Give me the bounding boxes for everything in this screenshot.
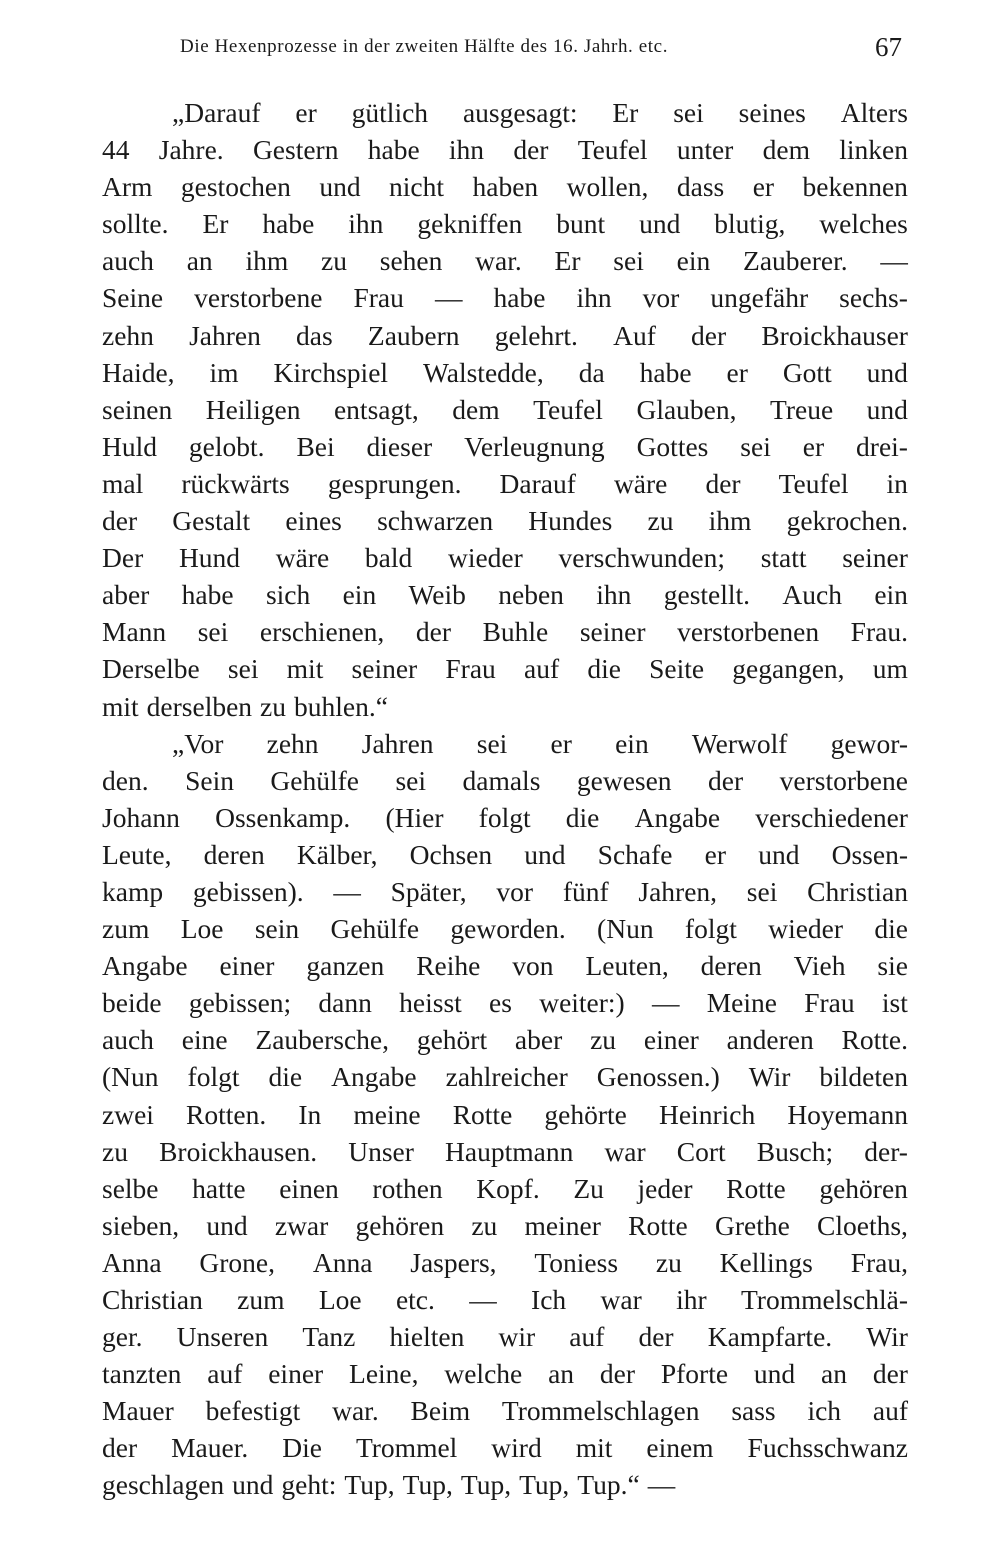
- text-line: „Vor zehn Jahren sei er ein Werwolf gewor-: [172, 727, 908, 759]
- running-title: Die Hexenprozesse in der zweiten Hälfte des 16. Jahrh. etc.: [180, 36, 669, 57]
- text-line: aber habe sich ein Weib neben ihn gestellt. Auch ein: [102, 579, 908, 611]
- text-line: zu Broickhausen. Unser Hauptmann war Cort Busch; der-: [102, 1135, 908, 1167]
- text-line: „Darauf er gütlich ausgesagt: Er sei seines Alters: [172, 97, 908, 128]
- text-line: zehn Jahren das Zaubern gelehrt. Auf der Broickhauser: [102, 319, 908, 351]
- text-line: kamp gebissen). — Später, vor fünf Jahren, sei Christian: [102, 875, 908, 907]
- text-line: beide gebissen; dann heisst es weiter:) — Meine Frau ist: [102, 987, 908, 1019]
- text-line: tanzten auf einer Leine, welche an der Pforte und an der: [102, 1358, 908, 1390]
- text-line: Arm gestochen und nicht haben wollen, dass er bekennen: [102, 171, 908, 203]
- text-line: 44 Jahre. Gestern habe ihn der Teufel unter dem linken: [102, 134, 908, 166]
- text-line: Huld gelobt. Bei dieser Verleugnung Gottes sei er drei-: [102, 430, 908, 462]
- text-line: Derselbe sei mit seiner Frau auf die Seite gegangen, um: [102, 653, 908, 685]
- running-head: [160, 30, 910, 70]
- text-line: Mauer befestigt war. Beim Trommelschlagen sass ich auf: [102, 1395, 908, 1427]
- text-line: Seine verstorbene Frau — habe ihn vor ungefähr sechs-: [102, 282, 908, 314]
- text-line: den. Sein Gehülfe sei damals gewesen der verstorbene: [102, 764, 908, 796]
- text-line: (Nun folgt die Angabe zahlreicher Genossen.) Wir bildeten: [102, 1061, 908, 1093]
- text-line: der Gestalt eines schwarzen Hundes zu ihm gekrochen.: [102, 505, 908, 537]
- page-number: 67: [875, 32, 902, 62]
- text-line: der Mauer. Die Trommel wird mit einem Fuchsschwanz: [102, 1432, 908, 1464]
- text-line: Johann Ossenkamp. (Hier folgt die Angabe verschiedener: [102, 801, 908, 833]
- text-line: Leute, deren Kälber, Ochsen und Schafe er und Ossen-: [102, 838, 908, 870]
- text-line: zum Loe sein Gehülfe geworden. (Nun folgt wieder die: [102, 913, 908, 945]
- text-line: Angabe einer ganzen Reihe von Leuten, deren Vieh sie: [102, 950, 908, 982]
- body-text: [102, 94, 908, 1504]
- text-line: sollte. Er habe ihn gekniffen bunt und blutig, welches: [102, 208, 908, 240]
- paragraph-testimony-2: [102, 725, 908, 1504]
- text-line: Anna Grone, Anna Jaspers, Toniess zu Kellings Frau,: [102, 1246, 908, 1278]
- text-line: ger. Unseren Tanz hielten wir auf der Kampfarte. Wir: [102, 1321, 908, 1353]
- text-line: mal rückwärts gesprungen. Darauf wäre der Teufel in: [102, 467, 908, 499]
- text-line: Mann sei erschienen, der Buhle seiner verstorbenen Frau.: [102, 616, 908, 648]
- paragraph-testimony-1: [102, 94, 908, 725]
- text-line: seinen Heiligen entsagt, dem Teufel Glauben, Treue und: [102, 393, 908, 425]
- text-line: Christian zum Loe etc. — Ich war ihr Trommelschlä-: [102, 1284, 908, 1315]
- text-line: zwei Rotten. In meine Rotte gehörte Heinrich Hoyemann: [102, 1098, 908, 1130]
- text-line: geschlagen und geht: Tup, Tup, Tup, Tup, Tup.“ —: [102, 1469, 676, 1501]
- text-line: Haide, im Kirchspiel Walstedde, da habe er Gott und: [102, 356, 908, 388]
- text-line: sieben, und zwar gehören zu meiner Rotte Grethe Cloeths,: [102, 1209, 908, 1241]
- text-line: selbe hatte einen rothen Kopf. Zu jeder Rotte gehören: [102, 1172, 908, 1204]
- text-line: auch eine Zaubersche, gehört aber zu einer anderen Rotte.: [102, 1024, 908, 1056]
- text-line: mit derselben zu buhlen.“: [102, 690, 388, 722]
- text-line: auch an ihm zu sehen war. Er sei ein Zauberer. —: [102, 245, 908, 277]
- text-line: Der Hund wäre bald wieder verschwunden; statt seiner: [102, 542, 908, 574]
